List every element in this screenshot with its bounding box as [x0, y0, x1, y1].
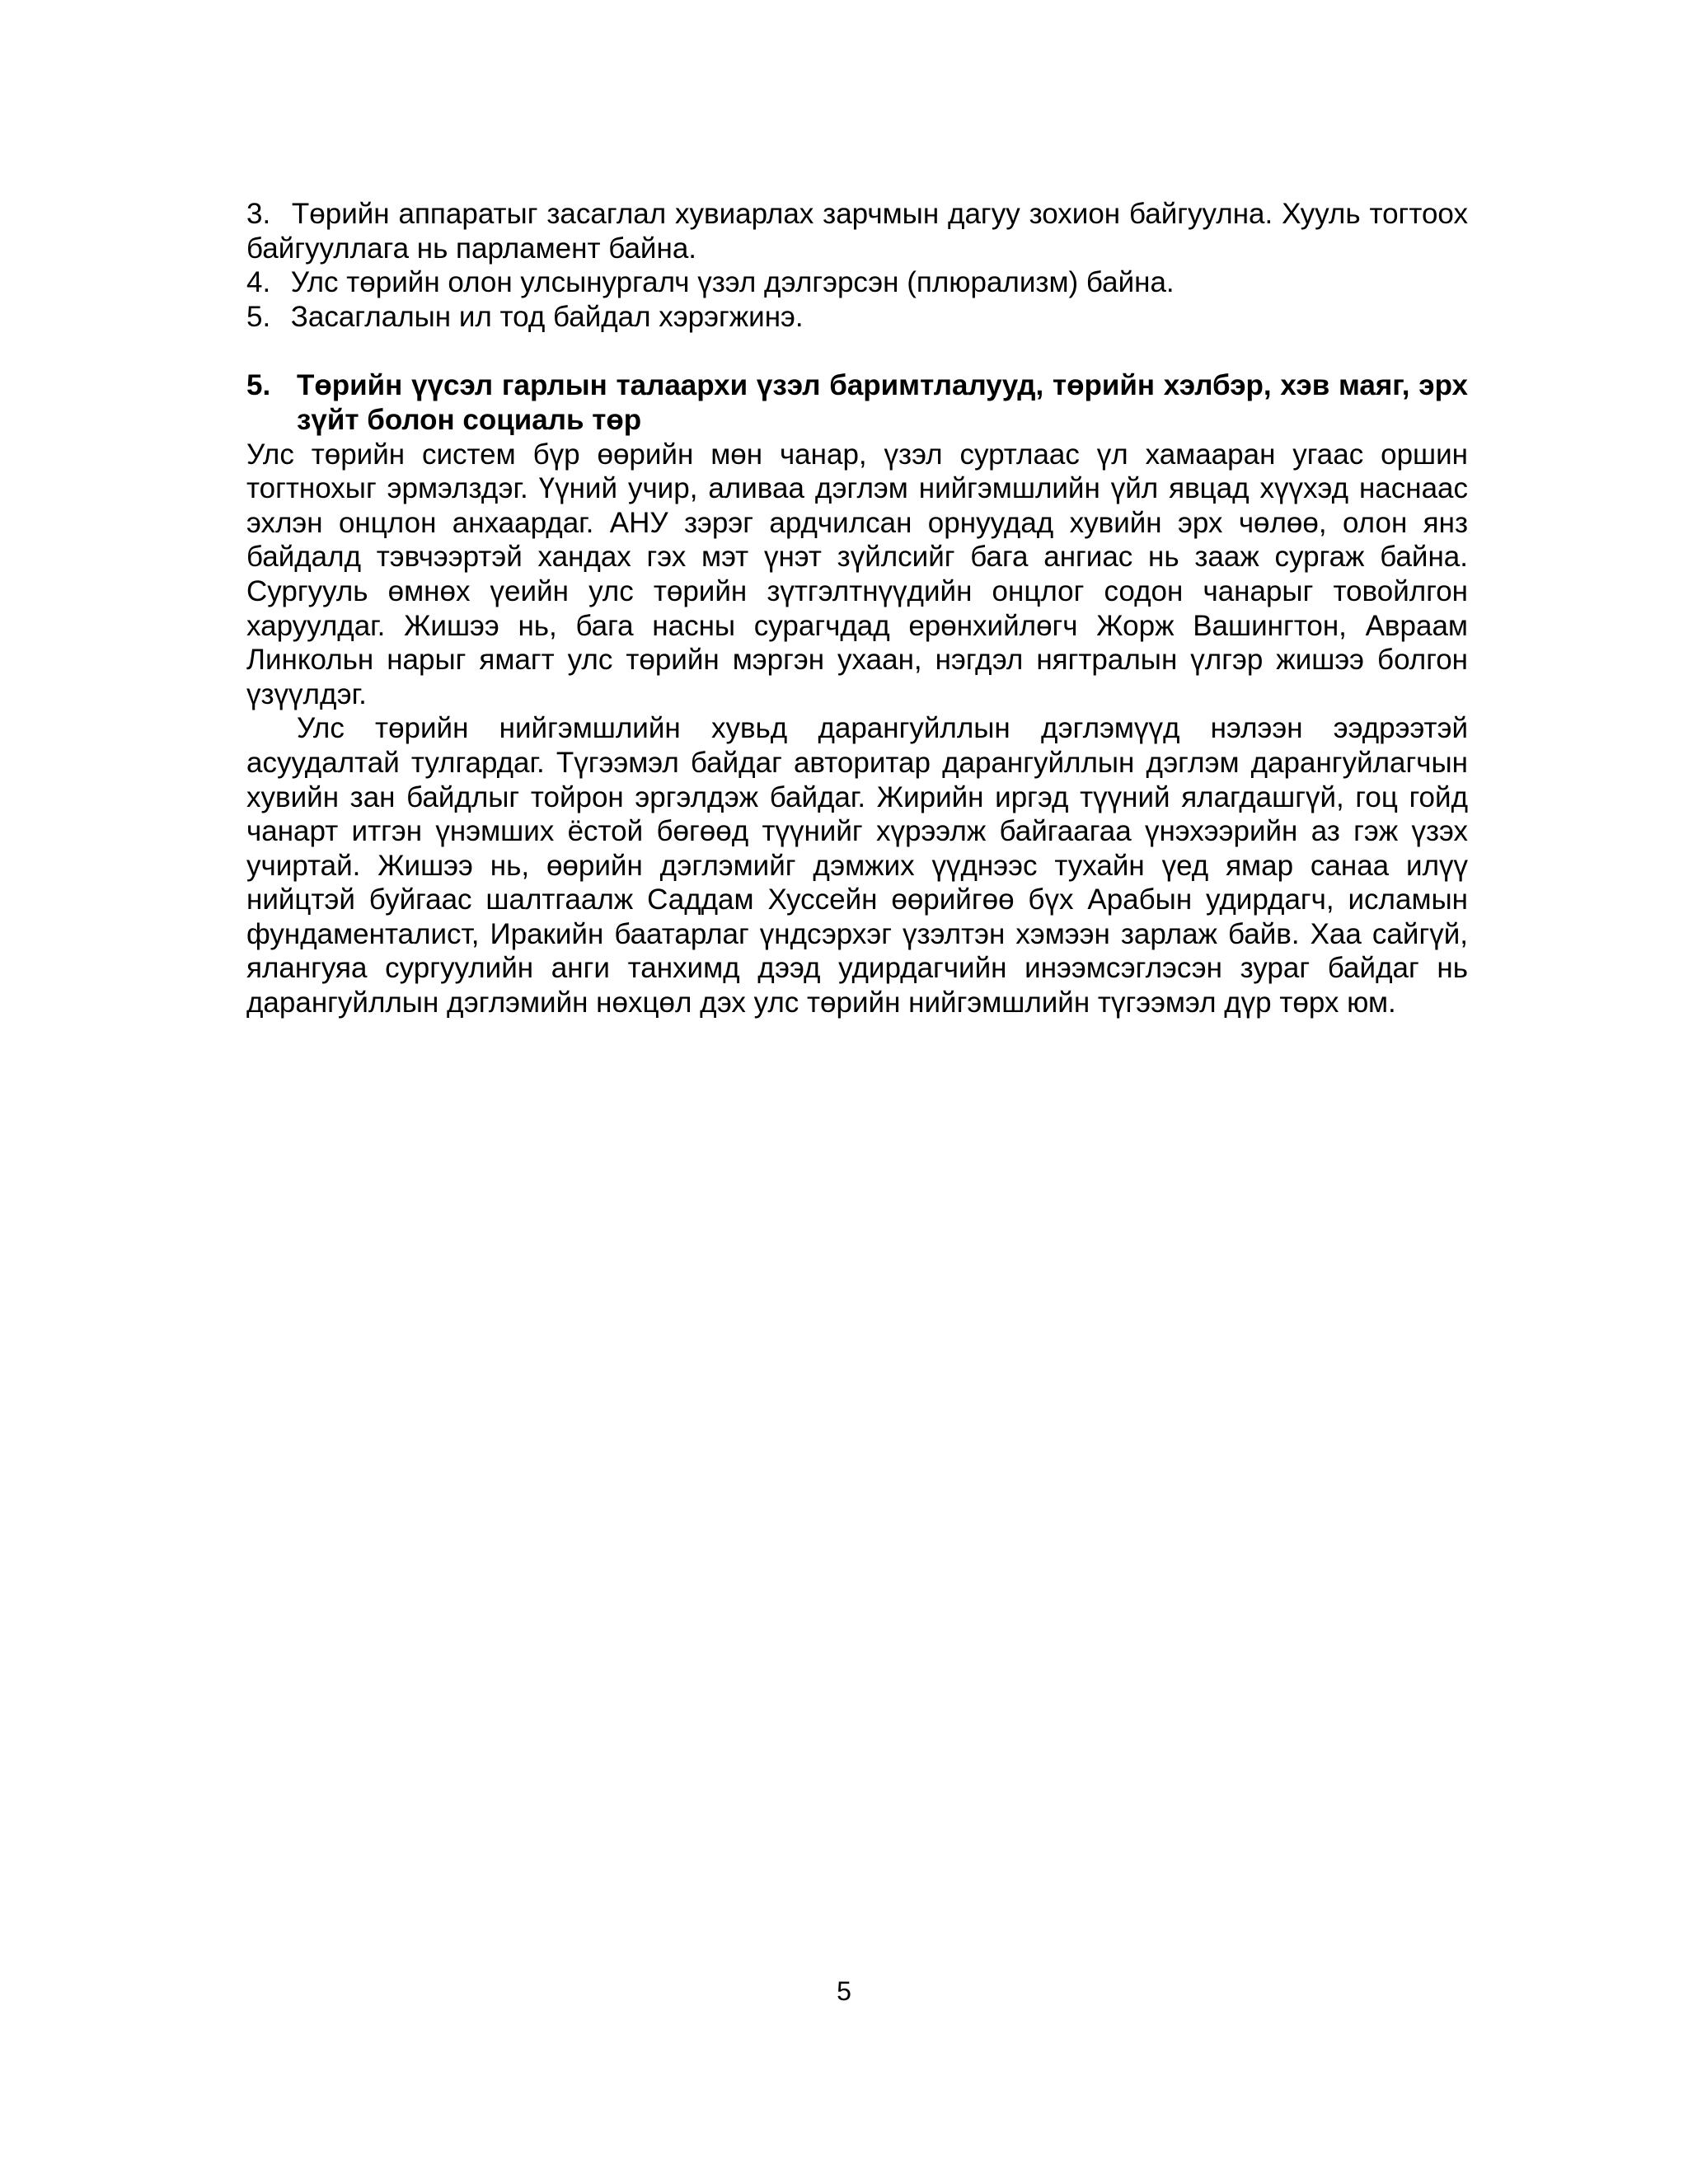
section-number: 5.	[246, 369, 271, 402]
section-heading	[246, 368, 1468, 437]
list-item-text: Засаглалын ил тод байдал хэрэгжинэ.	[290, 300, 804, 333]
page-number: 5	[837, 1976, 851, 2006]
list-item-text: Улс төрийн олон улсынургалч үзэл дэлгэрсэн (плюрализм) байна.	[290, 266, 1175, 299]
list-item	[246, 197, 1468, 265]
body-paragraph: Улс төрийн систем бүр өөрийн мөн чанар, үзэл суртлаас үл хамааран угаас оршин тогтнохыг эрмэлздэг. Үүний учир, аливаа дэглэм нийгэмшлийн үйл явцад хүүхэд наснаас эхлэн онцлон анхаардаг. АНУ зэрэг ардчилсан орнуудад хувийн эрх чөлөө, олон янз байдалд тэвчээртэй хандах гэх мэт үнэт зүйлсийг бага ангиас нь зааж сургаж байна. Сургууль өмнөх үеийн улс төрийн зүтгэлтнүүдийн онцлог содон чанарыг товойлгон харуулдаг. Жишээ нь, бага насны сурагчдад ерөнхийлөгч Жорж Вашингтон, Авраам Линкольн нарыг ямагт улс төрийн мэргэн ухаан, нэгдэл нягтралын үлгэр жишээ болгон үзүүлдэг.	[246, 438, 1468, 710]
document-body	[246, 197, 1468, 1020]
section-title: Төрийн үүсэл гарлын талаархи үзэл баримтлалууд, төрийн хэлбэр, хэв маяг, эрх зүйт болон социаль төр	[297, 369, 1468, 436]
list-item-text: Төрийн аппаратыг засаглал хувиарлах зарчмын дагуу зохион байгуулна. Хууль тогтоох байгууллага нь парламент байна.	[246, 198, 1468, 265]
list-item-number: 4.	[246, 266, 271, 299]
list-item	[246, 265, 1468, 300]
list-item	[246, 300, 1468, 335]
list-item-number: 3.	[246, 198, 271, 230]
body-paragraph: Улс төрийн нийгэмшлийн хувьд дарангуйллын дэглэмүүд нэлээн ээдрээтэй асуудалтай тулгардаг. Түгээмэл байдаг авторитар дарангуйллын дэглэм дарангуйлагчын хувийн зан байдлыг тойрон эргэлдэж байдаг. Жирийн иргэд түүний ялагдашгүй, гоц гойд чанарт итгэн үнэмших ёстой бөгөөд түүнийг хүрээлж байгаагаа үнэхээрийн аз гэж үзэх учиртай. Жишээ нь, өөрийн дэглэмийг дэмжих үүднээс тухайн үед ямар санаа илүү нийцтэй буйгаас шалтгаалж Саддам Хуссейн өөрийгөө бүх Арабын удирдагч, исламын фундаменталист, Иракийн баатарлаг үндсэрхэг үзэлтэн хэмээн зарлаж байв. Хаа сайгүй, ялангуяа сургуулийн анги танхимд дээд удирдагчийн инээмсэглэсэн зураг байдаг нь дарангуйллын дэглэмийн нөхцөл дэх улс төрийн нийгэмшлийн түгээмэл дүр төрх юм.	[246, 712, 1468, 1019]
list-item-number: 5.	[246, 300, 271, 333]
